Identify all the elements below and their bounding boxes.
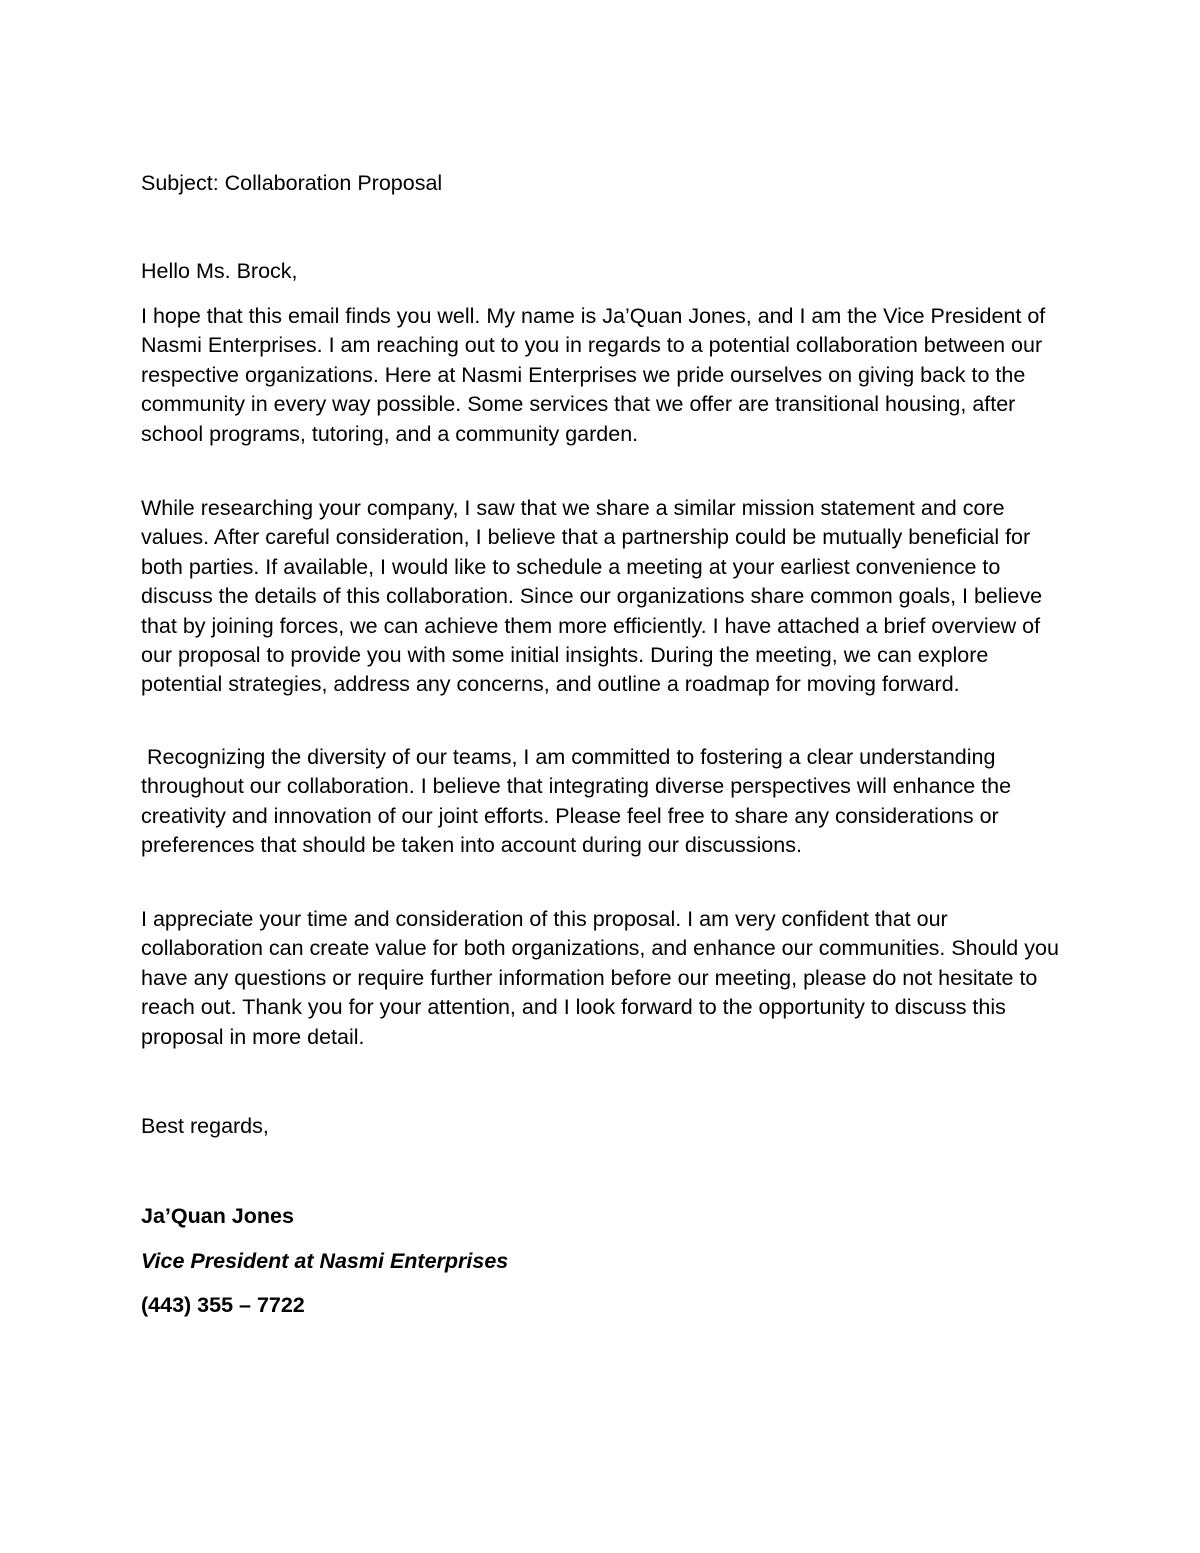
signature-name: Ja’Quan Jones — [141, 1204, 294, 1228]
body-paragraph-2: While researching your company, I saw that we share a similar mission statement and core values. After careful consideration, I believe that a partnership could be mutually beneficial for both parties. If available, I would like to schedule a meeting at your earliest convenience to discuss the details of this collaboration. Since our organizations share common goals, I believe that by joining forces, we can achieve them more efficiently. I have attached a brief overview of our proposal to provide you with some initial insights. During the meeting, we can explore potential strategies, address any concerns, and outline a roadmap for moving forward. — [141, 496, 1049, 697]
subject-line: Subject: Collaboration Proposal — [141, 171, 443, 195]
body-paragraph-3: Recognizing the diversity of our teams, I am committed to fostering a clear understanding throughout our collaboration. I believe that integrating diverse perspectives will enhance the creativity and innovation of our joint efforts. Please feel free to share any considerations or preferences that should be taken into account during our discussions. — [141, 745, 1018, 858]
body-paragraph-1: I hope that this email finds you well. My name is Ja’Quan Jones, and I am the Vice President of Nasmi Enterprises. I am reaching out to you in regards to a potential collaboration between our respective organizations. Here at Nasmi Enterprises we pride ourselves on giving back to the community in every way possible. Some services that we offer are transitional housing, after school programs, tutoring, and a community garden. — [141, 304, 1052, 446]
greeting: Hello Ms. Brock, — [141, 259, 298, 283]
signature-title: Vice President at Nasmi Enterprises — [141, 1249, 509, 1273]
signature-phone: (443) 355 – 7722 — [141, 1293, 305, 1317]
closing: Best regards, — [141, 1114, 269, 1138]
body-paragraph-4: I appreciate your time and consideration of this proposal. I am very confident that our collaboration can create value for both organizations, and enhance our communities. Should you have any questions or require further information before our meeting, please do not hesitate to reach out. Thank you for your attention, and I look forward to the opportunity to discuss this proposal in more detail. — [141, 907, 1065, 1049]
